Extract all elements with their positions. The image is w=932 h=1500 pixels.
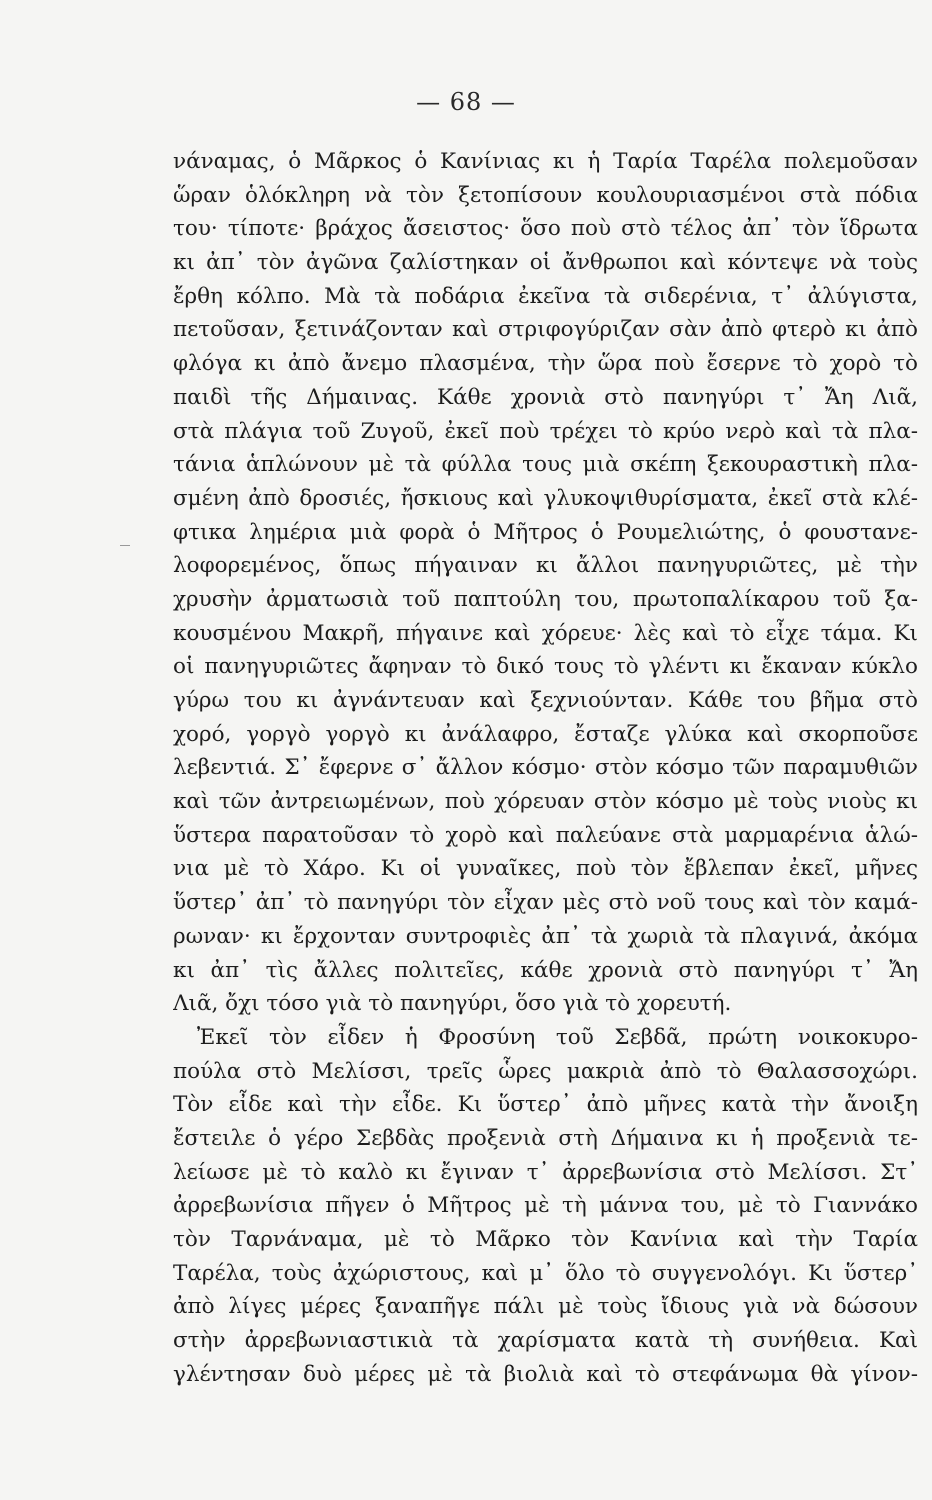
text-line-24: ρωναν· κι ἔρχονταν συντροφιὲς ἀπ᾿ τὰ χωριὰ τὰ πλαγινά, ἀκόμα	[173, 923, 918, 949]
text-line-22: νια μὲ τὸ Χάρο. Κι οἱ γυναῖκες, ποὺ τὸν ἔβλεπαν ἐκεῖ, μῆνες	[173, 856, 918, 882]
text-line-8: παιδὶ τῆς Δήμαινας. Κάθε χρονιὰ στὸ πανηγύρι τ᾿ Ἄη Λιᾶ,	[173, 384, 918, 410]
text-line-17: γύρω του κι ἀγνάντευαν καὶ ξεχνιούνταν. Κάθε του βῆμα στὸ	[173, 688, 918, 713]
text-line-6: πετοῦσαν, ξετινάζονταν καὶ στριφογύριζαν σὰν ἀπὸ φτερὸ κι ἀπὸ	[173, 317, 918, 343]
text-line-26: Λιᾶ, ὄχι τόσο γιὰ τὸ πανηγύρι, ὅσο γιὰ τὸ χορευτή.	[173, 991, 732, 1017]
text-line-29: Τὸν εἶδε καὶ τὴν εἶδε. Κι ὕστερ᾿ ἀπὸ μῆνες κατὰ τὴν ἄνοιξη	[173, 1092, 918, 1118]
text-line-27: Ἐκεῖ τὸν εἶδεν ἡ Φροσύνη τοῦ Σεβδᾶ, πρώτη νοικοκυρο-	[197, 1024, 918, 1050]
text-line-25: κι ἀπ᾿ τὶς ἄλλες πολιτεῖες, κάθε χρονιὰ στὸ πανηγύρι τ᾿ Ἄη	[173, 957, 918, 983]
text-line-37: γλέντησαν δυὸ μέρες μὲ τὰ βιολιὰ καὶ τὸ στεφάνωμα θὰ γίνον-	[173, 1361, 918, 1387]
text-line-16: οἱ πανηγυριῶτες ἄφηναν τὸ δικό τους τὸ γλέντι κι ἔκαναν κύκλο	[173, 654, 918, 680]
text-line-3: του· τίποτε· βράχος ἄσειστος· ὅσο ποὺ στὸ τέλος ἀπ᾿ τὸν ἵδρωτα	[173, 216, 918, 242]
text-line-23: ὕστερ᾿ ἀπ᾿ τὸ πανηγύρι τὸν εἶχαν μὲς στὸ νοῦ τους καὶ τὸν καμά-	[173, 890, 918, 916]
text-line-14: χρυσὴν ἀρματωσιὰ τοῦ παπτούλη του, πρωτοπαλίκαρου τοῦ ξα-	[173, 586, 918, 612]
text-line-13: λοφορεμένος, ὅπως πήγαιναν κι ἄλλοι πανηγυριῶτες, μὲ τὴν	[173, 553, 918, 579]
margin-mark	[120, 545, 130, 546]
text-line-20: καὶ τῶν ἀντρειωμένων, ποὺ χόρευαν στὸν κόσμο μὲ τοὺς νιοὺς κι	[173, 789, 918, 815]
text-line-4: κι ἀπ᾿ τὸν ἀγῶνα ζαλίστηκαν οἱ ἄνθρωποι καὶ κόντεψε νὰ τοὺς	[173, 250, 918, 276]
text-line-30: ἔστειλε ὁ γέρο Σεβδὰς προξενιὰ στὴ Δήμαινα κι ἡ προξενιὰ τε-	[173, 1125, 918, 1151]
text-line-34: Ταρέλα, τοὺς ἀχώριστους, καὶ μ᾿ ὅλο τὸ συγγενολόγι. Κι ὕστερ᾿	[173, 1260, 918, 1286]
text-line-28: πούλα στὸ Μελίσσι, τρεῖς ὧρες μακριὰ ἀπὸ τὸ Θαλασσοχώρι.	[173, 1058, 918, 1084]
text-line-5: ἔρθη κόλπο. Μὰ τὰ ποδάρια ἐκεῖνα τὰ σιδερένια, τ᾿ ἀλύγιστα,	[173, 283, 918, 309]
text-line-32: ἀρρεβωνίσια πῆγεν ὁ Μῆτρος μὲ τὴ μάννα του, μὲ τὸ Γιαννάκο	[173, 1193, 918, 1219]
text-line-31: λείωσε μὲ τὸ καλὸ κι ἔγιναν τ᾿ ἀρρεβωνίσια στὸ Μελίσσι. Στ᾿	[173, 1159, 918, 1185]
text-line-2: ὥραν ὁλόκληρη νὰ τὸν ξετοπίσουν κουλουριασμένοι στὰ πόδια	[173, 182, 918, 208]
text-line-10: τάνια ἁπλώνουν μὲ τὰ φύλλα τους μιὰ σκέπη ξεκουραστικὴ πλα-	[173, 452, 918, 478]
text-line-11: σμένη ἀπὸ δροσιές, ἤσκιους καὶ γλυκοψιθυρίσματα, ἐκεῖ στὰ κλέ-	[173, 485, 918, 511]
text-line-12: φτικα λημέρια μιὰ φορὰ ὁ Μῆτρος ὁ Ρουμελιώτης, ὁ φουστανε-	[173, 519, 918, 545]
text-line-33: τὸν Ταρνάναμα, μὲ τὸ Μᾶρκο τὸν Κανίνια καὶ τὴν Ταρία	[173, 1227, 918, 1252]
text-line-1: νάναμας, ὁ Μᾶρκος ὁ Κανίνιας κι ἡ Ταρία Ταρέλα πολεμοῦσαν	[173, 149, 918, 174]
text-line-7: φλόγα κι ἀπὸ ἄνεμο πλασμένα, τὴν ὥρα ποὺ ἔσερνε τὸ χορὸ τὸ	[173, 351, 918, 377]
text-line-36: στὴν ἀρρεβωνιαστικιὰ τὰ χαρίσματα κατὰ τὴ συνήθεια. Καὶ	[173, 1328, 918, 1354]
page-number: — 68 —	[416, 88, 516, 116]
body-text	[173, 145, 918, 1391]
text-line-19: λεβεντιά. Σ᾿ ἔφερνε σ᾿ ἄλλον κόσμο· στὸν κόσμο τῶν παραμυθιῶν	[173, 755, 918, 781]
text-line-9: στὰ πλάγια τοῦ Ζυγοῦ, ἐκεῖ ποὺ τρέχει τὸ κρύο νερὸ καὶ τὰ πλα-	[173, 418, 918, 444]
text-line-15: κουσμένου Μακρῆ, πήγαινε καὶ χόρευε· λὲς καὶ τὸ εἶχε τάμα. Κι	[173, 620, 918, 646]
text-line-35: ἀπὸ λίγες μέρες ξαναπῆγε πάλι μὲ τοὺς ἴδιους γιὰ νὰ δώσουν	[173, 1294, 918, 1320]
text-line-18: χορό, γοργὸ γοργὸ κι ἀνάλαφρο, ἔσταζε γλύκα καὶ σκορποῦσε	[173, 721, 918, 747]
text-line-21: ὕστερα παρατοῦσαν τὸ χορὸ καὶ παλεύανε στὰ μαρμαρένια ἁλώ-	[173, 822, 918, 848]
